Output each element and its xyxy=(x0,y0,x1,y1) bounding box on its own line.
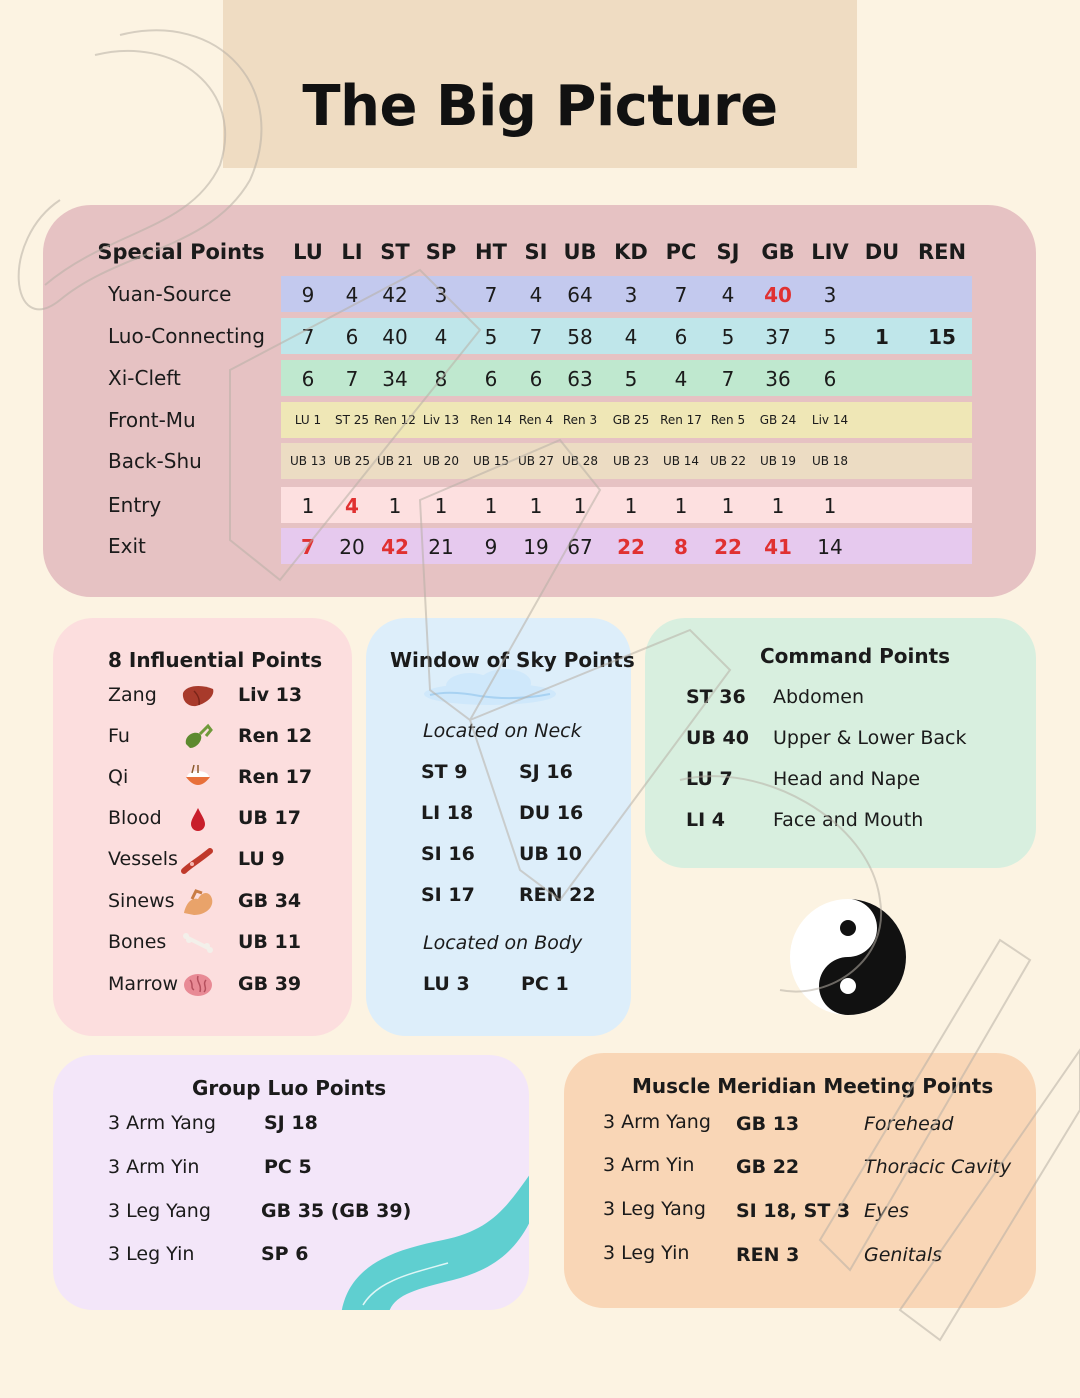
sky-point: SI 17 xyxy=(421,884,475,906)
table-cell: UB 22 xyxy=(709,454,747,468)
command-point: UB 40 xyxy=(686,727,749,749)
meridian-header-gb: GB xyxy=(761,240,795,264)
table-cell: 64 xyxy=(567,283,593,307)
table-cell: LU 1 xyxy=(294,413,322,427)
influential-point: Ren 17 xyxy=(238,766,313,788)
muscle-arm-icon xyxy=(180,887,216,917)
table-cell: 7 xyxy=(674,283,688,307)
table-cell: 36 xyxy=(765,367,791,391)
influential-title: 8 Influential Points xyxy=(108,648,323,672)
muscle-name: 3 Arm Yang xyxy=(603,1111,711,1133)
table-cell: Ren 17 xyxy=(660,413,702,427)
row-label: Exit xyxy=(108,534,146,558)
table-cell: GB 25 xyxy=(612,413,650,427)
sky-point: LI 18 xyxy=(421,802,474,824)
table-cell: 4 xyxy=(624,325,638,349)
table-cell: 4 xyxy=(345,283,359,307)
command-point: LI 4 xyxy=(686,809,726,831)
table-cell: UB 15 xyxy=(472,454,510,468)
influential-point: LU 9 xyxy=(238,848,285,870)
table-cell: 22 xyxy=(714,535,742,559)
table-cell: UB 27 xyxy=(517,454,555,468)
table-cell: 1 xyxy=(484,494,498,518)
table-cell: 1 xyxy=(573,494,587,518)
command-point: LU 7 xyxy=(686,768,733,790)
meridian-header-ht: HT xyxy=(475,240,507,264)
table-cell: 67 xyxy=(567,535,593,559)
command-area: Abdomen xyxy=(773,686,864,708)
group-luo-point: GB 35 (GB 39) xyxy=(261,1200,412,1222)
table-cell: GB 24 xyxy=(759,413,797,427)
yin-yang-icon xyxy=(788,897,908,1017)
command-area: Upper & Lower Back xyxy=(773,727,967,749)
row-label: Entry xyxy=(108,493,162,517)
influential-point: Liv 13 xyxy=(238,684,303,706)
table-cell: Ren 3 xyxy=(562,413,598,427)
table-cell: UB 23 xyxy=(612,454,650,468)
command-area: Head and Nape xyxy=(773,768,921,790)
table-cell: 1 xyxy=(674,494,688,518)
table-cell: 1 xyxy=(875,325,889,349)
table-cell: 40 xyxy=(764,283,792,307)
influential-name: Vessels xyxy=(108,848,178,870)
brain-icon xyxy=(180,970,216,1000)
table-cell: UB 25 xyxy=(333,454,371,468)
influential-name: Qi xyxy=(108,766,129,788)
table-cell: Ren 14 xyxy=(470,413,512,427)
meridian-header-ren: REN xyxy=(917,240,967,264)
table-cell: 42 xyxy=(381,535,409,559)
table-cell: 5 xyxy=(721,325,735,349)
sky-point: SJ 16 xyxy=(519,761,573,783)
influential-point: GB 34 xyxy=(238,890,302,912)
table-cell: 7 xyxy=(484,283,498,307)
influential-point: UB 17 xyxy=(238,807,301,829)
meridian-header-lu: LU xyxy=(293,240,323,264)
table-cell: 14 xyxy=(817,535,843,559)
group-luo-point: SP 6 xyxy=(261,1243,309,1265)
meridian-header-si: SI xyxy=(524,240,548,264)
meridian-header-kd: KD xyxy=(614,240,648,264)
table-cell: 6 xyxy=(484,367,498,391)
table-cell: Liv 13 xyxy=(422,413,460,427)
meridian-header-liv: LIV xyxy=(811,240,849,264)
table-cell: 1 xyxy=(771,494,785,518)
table-cell: 5 xyxy=(823,325,837,349)
muscle-point: GB 22 xyxy=(736,1156,800,1178)
table-cell: UB 18 xyxy=(811,454,849,468)
table-cell: 7 xyxy=(301,535,315,559)
command-area: Face and Mouth xyxy=(773,809,924,831)
blood-drop-icon xyxy=(180,804,216,834)
table-cell: 19 xyxy=(523,535,549,559)
table-cell: 7 xyxy=(529,325,543,349)
muscle-point: REN 3 xyxy=(736,1244,800,1266)
muscle-point: SI 18, ST 3 xyxy=(736,1200,851,1222)
table-cell: 9 xyxy=(484,535,498,559)
table-cell: UB 14 xyxy=(662,454,700,468)
row-label: Front-Mu xyxy=(108,408,196,432)
table-cell: UB 13 xyxy=(289,454,327,468)
table-cell: 3 xyxy=(823,283,837,307)
row-label: Xi-Cleft xyxy=(108,366,181,390)
table-cell: 7 xyxy=(345,367,359,391)
influential-point: GB 39 xyxy=(238,973,302,995)
vessel-icon xyxy=(180,845,216,875)
muscle-area: Genitals xyxy=(864,1244,943,1266)
influential-name: Zang xyxy=(108,684,157,706)
bone-icon xyxy=(180,928,216,958)
special-points-heading: Special Points xyxy=(97,240,265,264)
meridian-header-st: ST xyxy=(380,240,410,264)
table-cell: 1 xyxy=(823,494,837,518)
table-cell: 15 xyxy=(928,325,956,349)
table-cell: 37 xyxy=(765,325,791,349)
table-cell: 34 xyxy=(382,367,408,391)
influential-point: UB 11 xyxy=(238,931,301,953)
group-luo-name: 3 Leg Yang xyxy=(108,1200,211,1222)
table-cell: 1 xyxy=(301,494,315,518)
table-cell: 9 xyxy=(301,283,315,307)
group-luo-point: SJ 18 xyxy=(264,1112,318,1134)
meridian-header-li: LI xyxy=(341,240,363,264)
table-cell: 8 xyxy=(434,367,448,391)
title-banner xyxy=(223,0,857,168)
sky-body-point: LU 3 xyxy=(423,973,470,995)
page-title: The Big Picture xyxy=(302,74,778,139)
table-cell: 4 xyxy=(721,283,735,307)
rice-bowl-icon xyxy=(180,763,216,793)
table-cell: 5 xyxy=(624,367,638,391)
row-label: Luo-Connecting xyxy=(108,324,265,348)
group-luo-name: 3 Leg Yin xyxy=(108,1243,195,1265)
muscle-point: GB 13 xyxy=(736,1113,800,1135)
table-cell: 20 xyxy=(339,535,365,559)
table-cell: UB 20 xyxy=(422,454,460,468)
row-label: Back-Shu xyxy=(108,449,202,473)
table-cell: 8 xyxy=(674,535,688,559)
influential-name: Marrow xyxy=(108,973,179,995)
river-decoration xyxy=(333,1155,529,1310)
cloud-icon xyxy=(420,668,560,706)
meridian-header-sp: SP xyxy=(425,240,457,264)
sky-point: UB 10 xyxy=(519,843,582,865)
table-cell: 1 xyxy=(529,494,543,518)
meridian-header-du: DU xyxy=(864,240,900,264)
table-cell: 42 xyxy=(382,283,408,307)
table-cell: 1 xyxy=(388,494,402,518)
sky-point: ST 9 xyxy=(421,761,468,783)
muscle-area: Thoracic Cavity xyxy=(864,1156,1012,1178)
muscle-name: 3 Leg Yin xyxy=(603,1242,690,1264)
table-cell: UB 21 xyxy=(376,454,414,468)
influential-point: Ren 12 xyxy=(238,725,313,747)
table-cell: 1 xyxy=(434,494,448,518)
meridian-header-sj: SJ xyxy=(716,240,740,264)
table-cell: 6 xyxy=(823,367,837,391)
table-cell: 22 xyxy=(617,535,645,559)
group-luo-title: Group Luo Points xyxy=(192,1076,387,1100)
command-point: ST 36 xyxy=(686,686,746,708)
table-cell: 5 xyxy=(484,325,498,349)
table-cell: 3 xyxy=(624,283,638,307)
table-cell: 41 xyxy=(764,535,792,559)
sky-body-point: PC 1 xyxy=(521,973,569,995)
table-cell: 3 xyxy=(434,283,448,307)
influential-name: Sinews xyxy=(108,890,175,912)
table-cell: 21 xyxy=(428,535,454,559)
table-cell: 7 xyxy=(301,325,315,349)
table-cell: UB 28 xyxy=(561,454,599,468)
sky-point: REN 22 xyxy=(519,884,596,906)
table-cell: 4 xyxy=(434,325,448,349)
window-sky-title: Window of Sky Points xyxy=(390,648,635,672)
table-cell: 6 xyxy=(345,325,359,349)
command-title: Command Points xyxy=(760,644,951,668)
table-cell: ST 25 xyxy=(334,413,370,427)
meridian-header-ub: UB xyxy=(563,240,597,264)
muscle-area: Forehead xyxy=(864,1113,954,1135)
meridian-header-pc: PC xyxy=(665,240,697,264)
gallbladder-icon xyxy=(180,722,216,752)
table-cell: 6 xyxy=(529,367,543,391)
table-cell: 4 xyxy=(345,494,359,518)
group-luo-name: 3 Arm Yang xyxy=(108,1112,216,1134)
table-cell: 4 xyxy=(529,283,543,307)
group-luo-point: PC 5 xyxy=(264,1156,312,1178)
influential-name: Blood xyxy=(108,807,162,829)
table-cell: UB 19 xyxy=(759,454,797,468)
neck-label: Located on Neck xyxy=(423,720,582,742)
sky-point: DU 16 xyxy=(519,802,584,824)
table-cell: Ren 12 xyxy=(374,413,416,427)
table-cell: 40 xyxy=(382,325,408,349)
table-cell: Liv 14 xyxy=(811,413,849,427)
table-cell: 58 xyxy=(567,325,593,349)
table-cell: 1 xyxy=(721,494,735,518)
body-label: Located on Body xyxy=(423,932,583,954)
row-label: Yuan-Source xyxy=(108,282,232,306)
table-cell: Ren 4 xyxy=(518,413,554,427)
table-cell: 6 xyxy=(301,367,315,391)
group-luo-name: 3 Arm Yin xyxy=(108,1156,200,1178)
table-cell: Ren 5 xyxy=(710,413,746,427)
table-cell: 4 xyxy=(674,367,688,391)
muscle-area: Eyes xyxy=(864,1200,909,1222)
muscle-title: Muscle Meridian Meeting Points xyxy=(632,1074,994,1098)
table-cell: 7 xyxy=(721,367,735,391)
muscle-name: 3 Leg Yang xyxy=(603,1198,706,1220)
liver-icon xyxy=(180,681,216,711)
table-cell: 1 xyxy=(624,494,638,518)
muscle-name: 3 Arm Yin xyxy=(603,1154,695,1176)
table-cell: 6 xyxy=(674,325,688,349)
influential-name: Fu xyxy=(108,725,130,747)
influential-name: Bones xyxy=(108,931,167,953)
sky-point: SI 16 xyxy=(421,843,475,865)
table-cell: 63 xyxy=(567,367,593,391)
